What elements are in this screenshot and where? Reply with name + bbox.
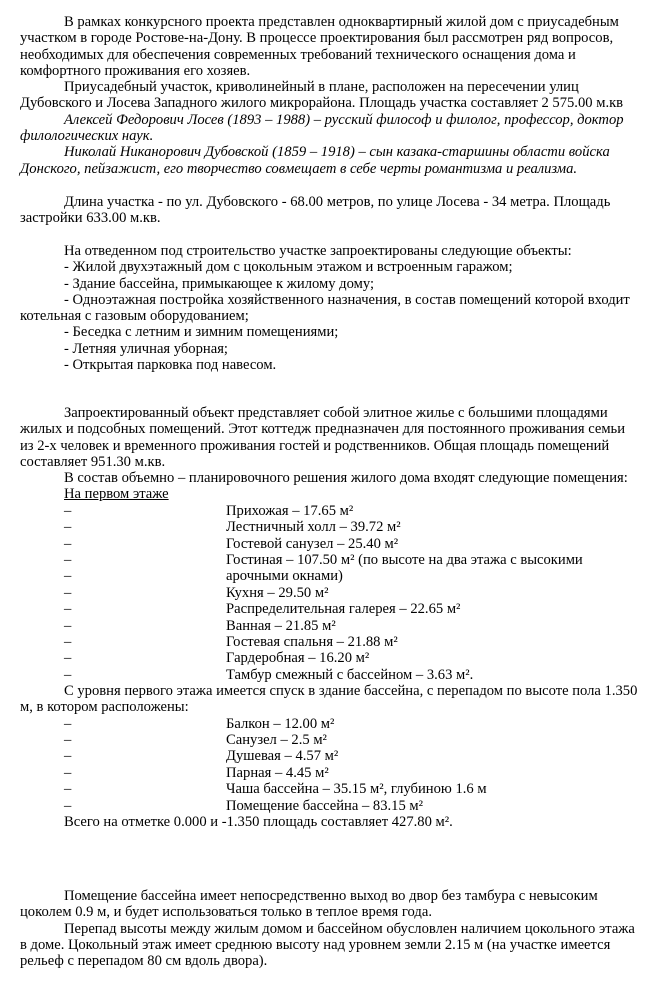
room-label: Душевая – 4.57 м² [226,748,339,765]
dimensions-section [20,194,640,227]
room-row [20,618,640,634]
room-row [20,536,640,552]
room-label: Балкон – 12.00 м² [226,715,335,732]
list-dash: – [64,519,72,536]
room-label: Парная – 4.45 м² [226,764,329,781]
total-area: Всего на отметке 0.000 и -1.350 площадь составляет 427.80 м². [64,814,453,831]
room-row [20,781,640,797]
list-dash: – [64,502,72,519]
list-dash: – [64,551,72,568]
room-row [20,503,640,519]
room-row [20,716,640,732]
losev-note: Алексей Федорович Лосев (1893 – 1988) – русский философ и филолог, профессор, доктор филологических наук. [20,111,624,145]
list-dash: – [64,568,72,585]
list-dash: – [64,535,72,552]
room-label: Гостевая спальня – 21.88 м² [226,633,398,650]
pool-section [20,888,640,969]
objects-heading: На отведенном под строительство участке запроектированы следующие объекты: [64,243,572,259]
room-label: Распределительная галерея – 22.65 м² [226,601,461,618]
list-dash: – [64,732,72,749]
room-row [20,748,640,764]
list-dash: – [64,666,72,683]
list-dash: – [64,715,72,732]
object-item: - Здание бассейна, примыкающее к жилому дому; [64,275,375,292]
list-dash: – [64,584,72,601]
intro-paragraph-2: Приусадебный участок, криволинейный в плане, расположен на пересечении улиц Дубовского и Лосева Западного жилого микрорайона. Площадь участка составляет 2 575.00 м.кв [20,79,624,112]
room-label: Гостиная – 107.50 м² (по высоте на два этажа с высокими [226,551,583,568]
room-row [20,601,640,617]
room-row [20,552,640,585]
room-label: Гардеробная – 16.20 м² [226,650,370,667]
list-dash: – [64,764,72,781]
object-item: - Жилой двухэтажный дом с цокольным этажом и встроенным гаражом; [64,259,513,276]
intro-section [20,14,640,177]
room-row [20,798,640,814]
list-dash: – [64,748,72,765]
room-row [20,732,640,748]
list-dash: – [64,650,72,667]
room-label: Ванная – 21.85 м² [226,617,336,634]
house-paragraph-1: Запроектированный объект представляет собой элитное жилье с большими площадями жилых и подсобных помещений. Этот коттедж предназначен для постоянного проживания семьи из 2-х человек и временного проживания гостей и родственников. Общая площадь помещений составляет 951.30 м.кв. [20,405,626,470]
room-row [20,634,640,650]
room-label-continuation: арочными окнами) [226,568,343,585]
room-row [20,585,640,601]
list-dash: – [64,781,72,798]
object-item: - Открытая парковка под навесом. [64,357,277,374]
room-label: Гостевой санузел – 25.40 м² [226,535,399,552]
room-label: Прихожая – 17.65 м² [226,502,354,519]
dubovskoy-note: Николай Никанорович Дубовской (1859 – 1918) – сын казака-старшины области войска Донского, пейзажист, его творчество совмещает в себе черты романтизма и реализма. [20,144,610,177]
first-floor-list [20,503,640,683]
object-item: - Летняя уличная уборная; [64,340,228,357]
object-item: - Беседка с летним и зимним помещениями; [64,324,339,341]
first-floor-heading: На первом этаже [64,486,169,503]
list-dash: – [64,797,72,814]
pool-paragraph-1: Помещение бассейна имеет непосредственно выход во двор без тамбура с невысоким цоколем 0.9 м, и будет использоваться только в теплое время года. [20,888,598,921]
room-row [20,667,640,683]
room-label: Кухня – 29.50 м² [226,584,329,601]
house-section [20,405,640,830]
room-row [20,519,640,535]
room-label: Помещение бассейна – 83.15 м² [226,797,424,814]
room-row [20,765,640,781]
room-label: Тамбур смежный с бассейном – 3.63 м². [226,666,474,683]
room-label: Чаша бассейна – 35.15 м², глубиною 1.6 м [226,781,487,798]
house-paragraph-2: В состав объемно – планировочного решения жилого дома входят следующие помещения: [64,470,628,487]
room-row [20,650,640,666]
list-dash: – [64,633,72,650]
object-item: - Одноэтажная постройка хозяйственного назначения, в состав помещений которой входит котельная с газовым оборудованием; [20,291,630,325]
pool-intro: С уровня первого этажа имеется спуск в здание бассейна, с перепадом по высоте пола 1.350 м, в котором расположены: [20,683,638,716]
pool-paragraph-2: Перепад высоты между жилым домом и бассейном обусловлен наличием цокольного этажа в доме. Цокольный этаж имеет среднюю высоту над уровнем земли 2.15 м (на участке имеется рельеф с перепадом 80 см вдоль двора). [20,920,635,970]
room-label: Санузел – 2.5 м² [226,732,327,749]
list-dash: – [64,601,72,618]
pool-rooms-list [20,716,640,814]
intro-paragraph-1: В рамках конкурсного проекта представлен одноквартирный жилой дом с приусадебным участком в городе Ростове-на-Дону. В процессе проектирования был рассмотрен ряд вопросов, необходимых для обеспечения современных требований технического оснащения дома и комфортного проживания его хозяев. [20,14,619,79]
dimensions-paragraph: Длина участка - по ул. Дубовского - 68.00 метров, по улице Лосева - 34 метра. Площадь застройки 633.00 м.кв. [20,194,611,227]
list-dash: – [64,617,72,634]
room-label: Лестничный холл – 39.72 м² [226,519,401,536]
objects-section [20,243,640,373]
